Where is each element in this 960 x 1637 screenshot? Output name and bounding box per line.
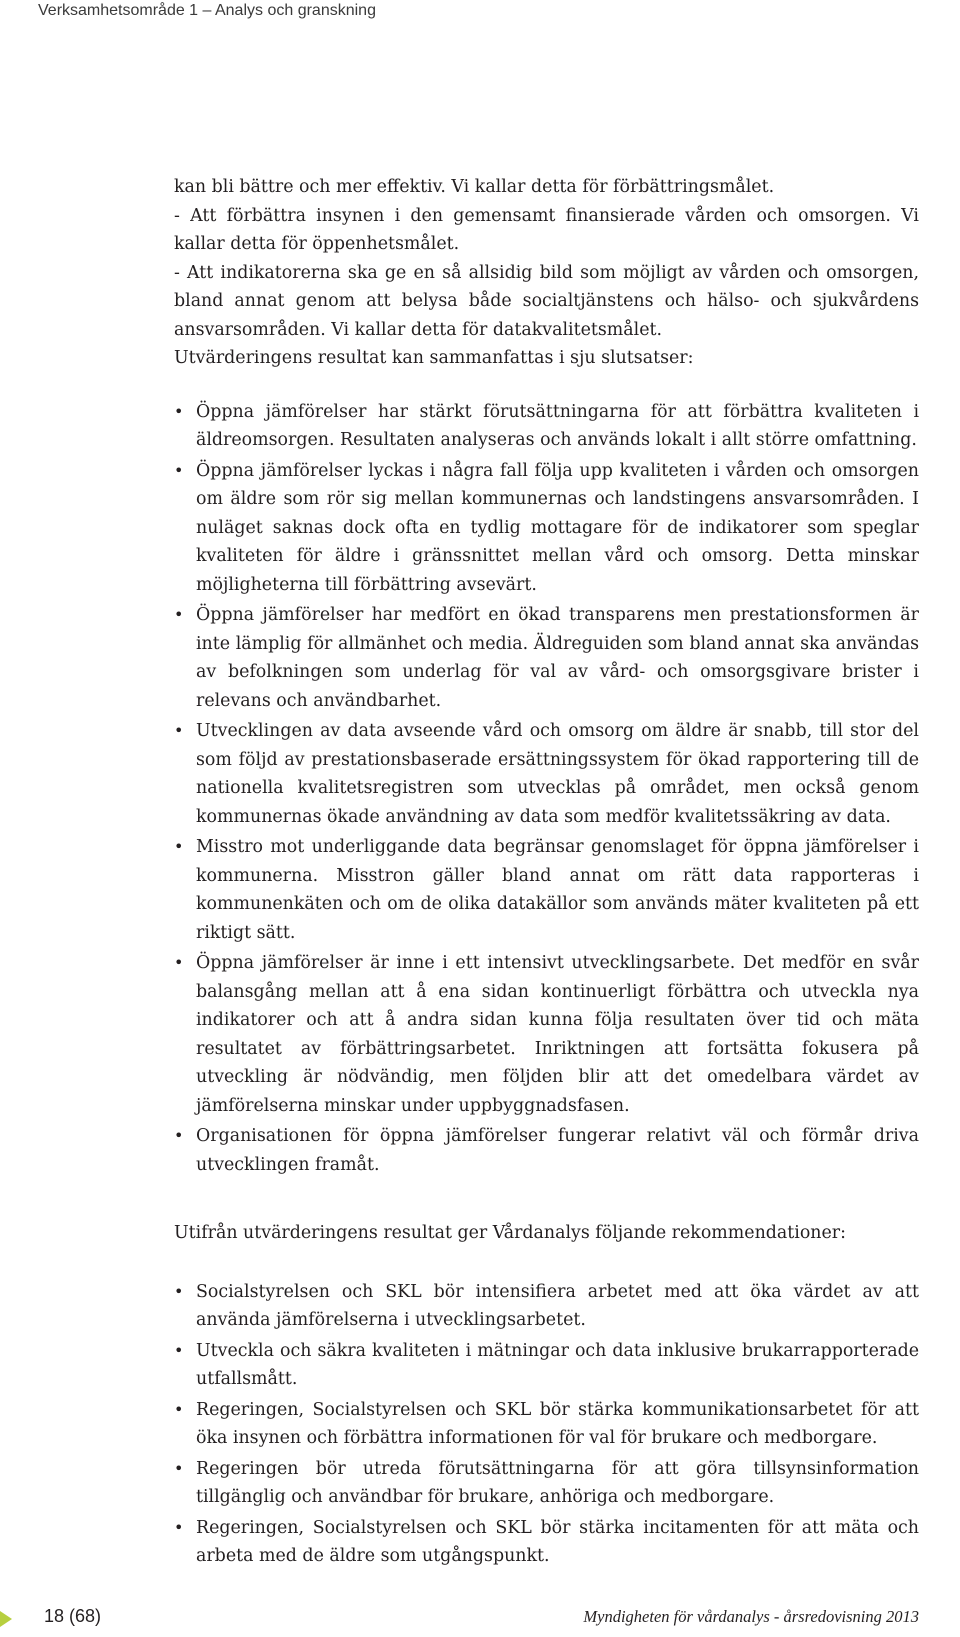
list-item: • Öppna jämförelser har medfört en ökad transparens men prestationsformen är inte lämplig för allmänhet och media. Äldreguiden som bland annat ska användas av befolkningen som underlag för val av vård- och omsorgsgivare brister i relevans och användbarhet. [174,601,919,715]
running-header: Verksamhetsområde 1 – Analys och granskning [38,2,376,19]
page-number: 18 (68) [44,1606,102,1626]
conclusions-list [174,398,919,1180]
list-item: • Öppna jämförelser är inne i ett intensivt utvecklingsarbete. Det medför en svår balansgång mellan att å ena sidan kontinuerligt förbättra och utveckla nya indikatorer och att å andra sidan kunna följa resultaten över tid och mäta resultatet av förbättringsarbetet. Inriktningen att fortsätta fokusera på utveckling är nödvändig, men följden blir att det omedelbara värdet av jämförelserna minskar under uppbyggnadsfasen. [174,949,919,1120]
publication-footer: Myndigheten för vårdanalys - årsredovisning 2013 [583,1607,919,1626]
list-item: • Misstro mot underliggande data begränsar genomslaget för öppna jämförelser i kommunerna. Misstron gäller bland annat om rätt data rapporteras i kommunenkäten och om de olika datakällor som används mäter kvaliteten på ett riktigt sätt. [174,833,919,947]
list-item: • Utvecklingen av data avseende vård och omsorg om äldre är snabb, till stor del som följd av prestationsbaserade ersättningssystem för ökad rapportering till de nationella kvalitetsregistren som utvecklas på området, men också genom kommunernas ökade användning av data som medför kvalitetssäkring av data. [174,717,919,831]
list-item: • Socialstyrelsen och SKL bör intensifiera arbetet med att öka värdet av att använda jämförelserna i utvecklingsarbetet. [174,1278,919,1335]
list-item: • Regeringen, Socialstyrelsen och SKL bör stärka kommunikationsarbetet för att öka insynen och förbättra informationen för val för brukare och medborgare. [174,1396,919,1453]
list-item: • Öppna jämförelser har stärkt förutsättningarna för att förbättra kvaliteten i äldreomsorgen. Resultaten analyseras och används lokalt i allt större omfattning. [174,398,919,455]
intro-paragraph: - Att förbättra insynen i den gemensamt finansierade vården och omsorgen. Vi kallar detta för öppenhetsmålet. [174,205,919,254]
recommendations-lead: Utifrån utvärderingens resultat ger Vårdanalys följande rekommendationer: [174,1223,846,1243]
page-marker-icon [0,1611,12,1627]
recommendations-list [174,1278,919,1571]
list-item: • Öppna jämförelser lyckas i några fall följa upp kvaliteten i vården och omsorgen om äldre som rör sig mellan kommunernas och landstingens ansvarsområden. I nuläget saknas dock ofta en tydlig mottagare för de indikatorer som speglar kvaliteten för äldre i gränssnittet mellan vård och omsorg. Detta minskar möjligheterna till förbättring avsevärt. [174,457,919,600]
list-item: • Regeringen bör utreda förutsättningarna för att göra tillsynsinformation tillgänglig och användbar för brukare, anhöriga och medborgare. [174,1455,919,1512]
list-item: • Utveckla och säkra kvaliteten i mätningar och data inklusive brukarrapporterade utfallsmått. [174,1337,919,1394]
body-text [174,173,919,1573]
list-item: • Organisationen för öppna jämförelser fungerar relativt väl och förmår driva utvecklingen framåt. [174,1122,919,1179]
conclusions-lead: Utvärderingens resultat kan sammanfattas i sju slutsatser: [174,348,694,368]
intro-paragraph: - Att indikatorerna ska ge en så allsidig bild som möjligt av vården och omsorgen, bland annat genom att belysa både socialtjänstens och hälso- och sjukvårdens ansvarsområden. Vi kallar detta för datakvalitetsmålet. [174,262,919,340]
list-item: • Regeringen, Socialstyrelsen och SKL bör stärka incitamenten för att mäta och arbeta med de äldre som utgångspunkt. [174,1514,919,1571]
intro-paragraph: kan bli bättre och mer effektiv. Vi kallar detta för förbättringsmålet. [174,177,775,197]
